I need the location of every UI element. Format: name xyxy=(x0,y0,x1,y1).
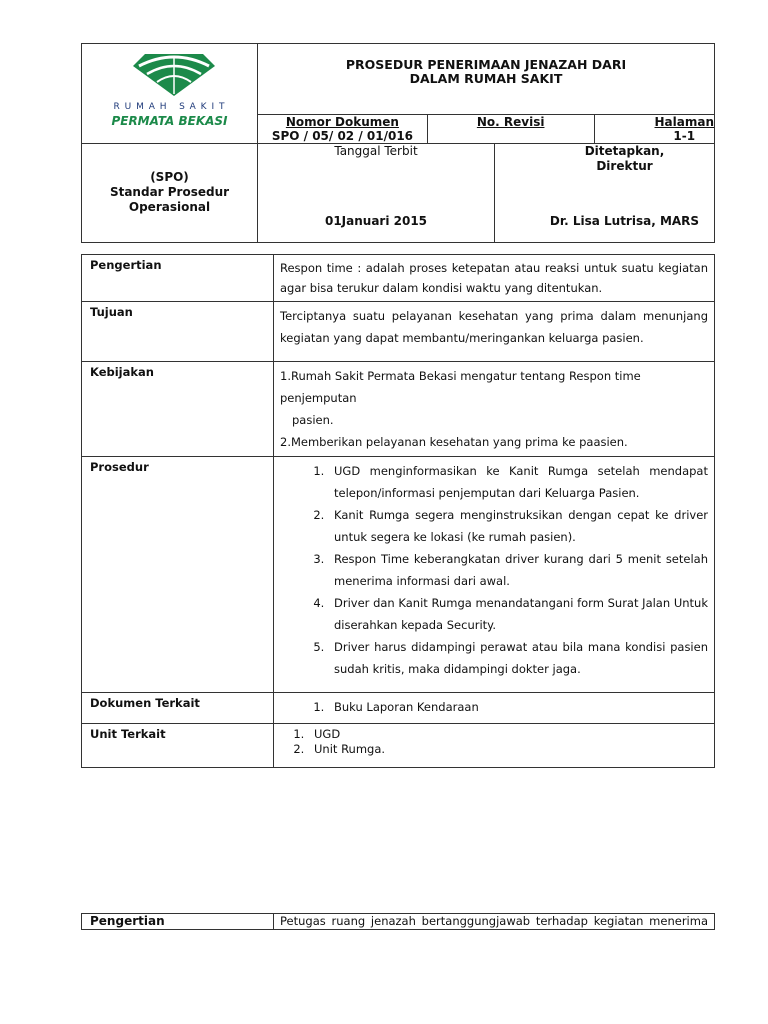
next-pengertian-text: Petugas ruang jenazah bertanggungjawab terhadap kegiatan menerima xyxy=(274,914,715,930)
prosedur-step: 4. Driver dan Kanit Rumga menandatangani form Surat Jalan Untuk diserahkan kepada Security. xyxy=(328,592,708,636)
unit-list xyxy=(280,727,708,757)
diamond-leaf-icon xyxy=(129,48,219,98)
prosedur-step: 2. Kanit Rumga segera menginstruksikan dengan cepat ke driver untuk segera ke lokasi (ke rumah pasien). xyxy=(328,504,708,548)
row-dokumen-terkait xyxy=(82,693,715,724)
document-title-line1: PROSEDUR PENERIMAAN JENAZAH DARI xyxy=(345,57,627,72)
kebijakan-item-2: 2.Memberikan pelayanan kesehatan yang prima ke paasien. xyxy=(280,435,628,449)
procedure-table xyxy=(81,254,715,768)
logo-top-text: R U M A H S A K I T xyxy=(113,102,226,112)
logo-bottom-text: PERMATA BEKASI xyxy=(111,114,228,128)
hospital-logo xyxy=(82,44,257,141)
prosedur-step: 5. Driver harus didampingi perawat atau bila mana kondisi pasien sudah kritis, maka didampingi dokter jaga. xyxy=(328,636,708,680)
nomor-dokumen-value: SPO / 05/ 02 / 01/016 xyxy=(271,128,414,143)
prosedur-list xyxy=(280,460,708,680)
halaman-value: 1-1 xyxy=(673,128,696,143)
nomor-dokumen-label: Nomor Dokumen xyxy=(285,114,399,129)
next-pengertian-label: Pengertian xyxy=(82,914,274,930)
unit-item: 1. UGD xyxy=(308,727,708,742)
document-title-line2: DALAM RUMAH SAKIT xyxy=(409,71,563,86)
unit-terkait-label: Unit Terkait xyxy=(82,724,274,768)
unit-item: 2. Unit Rumga. xyxy=(308,742,708,757)
direktur-name: Dr. Lisa Lutrisa, MARS xyxy=(549,214,700,228)
spo-cell xyxy=(82,144,258,243)
next-page-table xyxy=(81,913,715,930)
ditetapkan-label: Ditetapkan, xyxy=(584,144,665,158)
prosedur-step: 1. UGD menginformasikan ke Kanit Rumga setelah mendapat telepon/informasi penjemputan dari Keluarga Pasien. xyxy=(328,460,708,504)
spo-line3: Operasional xyxy=(128,200,211,214)
row-prosedur xyxy=(82,457,715,693)
dokumen-list xyxy=(280,696,708,718)
row-pengertian xyxy=(82,255,715,302)
logo-cell xyxy=(82,44,258,144)
prosedur-step: 3. Respon Time keberangkatan driver kurang dari 5 menit setelah menerima informasi dari awal. xyxy=(328,548,708,592)
title-cell xyxy=(258,44,715,144)
kebijakan-item-1-cont: pasien. xyxy=(292,413,334,427)
dokumen-item: 1. Buku Laporan Kendaraan xyxy=(328,696,708,718)
tanggal-terbit-cell xyxy=(258,144,495,242)
no-revisi-label: No. Revisi xyxy=(476,114,545,129)
row-kebijakan xyxy=(82,362,715,457)
header-table xyxy=(81,43,715,243)
halaman-label: Halaman xyxy=(654,114,714,129)
spo-line2: Standar Prosedur xyxy=(109,185,230,199)
tujuan-text: Terciptanya suatu pelayanan kesehatan yang prima dalam menunjang kegiatan yang dapat membantu/meringankan keluarga pasien. xyxy=(274,302,715,362)
spo-abbrev: (SPO) xyxy=(150,170,189,184)
ditetapkan-cell xyxy=(495,144,715,242)
direktur-label: Direktur xyxy=(596,159,653,173)
pengertian-text: Respon time : adalah proses ketepatan atau reaksi untuk suatu kegiatan agar bisa terukur dalam kondisi waktu yang ditentukan. xyxy=(274,255,715,302)
dokumen-terkait-label: Dokumen Terkait xyxy=(82,693,274,724)
row-tujuan xyxy=(82,302,715,362)
tanggal-terbit-value: 01Januari 2015 xyxy=(324,214,428,228)
prosedur-label: Prosedur xyxy=(82,457,274,693)
kebijakan-item-1: 1.Rumah Sakit Permata Bekasi mengatur tentang Respon time penjemputan xyxy=(280,369,641,405)
pengertian-label: Pengertian xyxy=(82,255,274,302)
tanggal-terbit-label: Tanggal Terbit xyxy=(334,144,418,158)
kebijakan-label: Kebijakan xyxy=(82,362,274,457)
tujuan-label: Tujuan xyxy=(82,302,274,362)
row-unit-terkait xyxy=(82,724,715,768)
